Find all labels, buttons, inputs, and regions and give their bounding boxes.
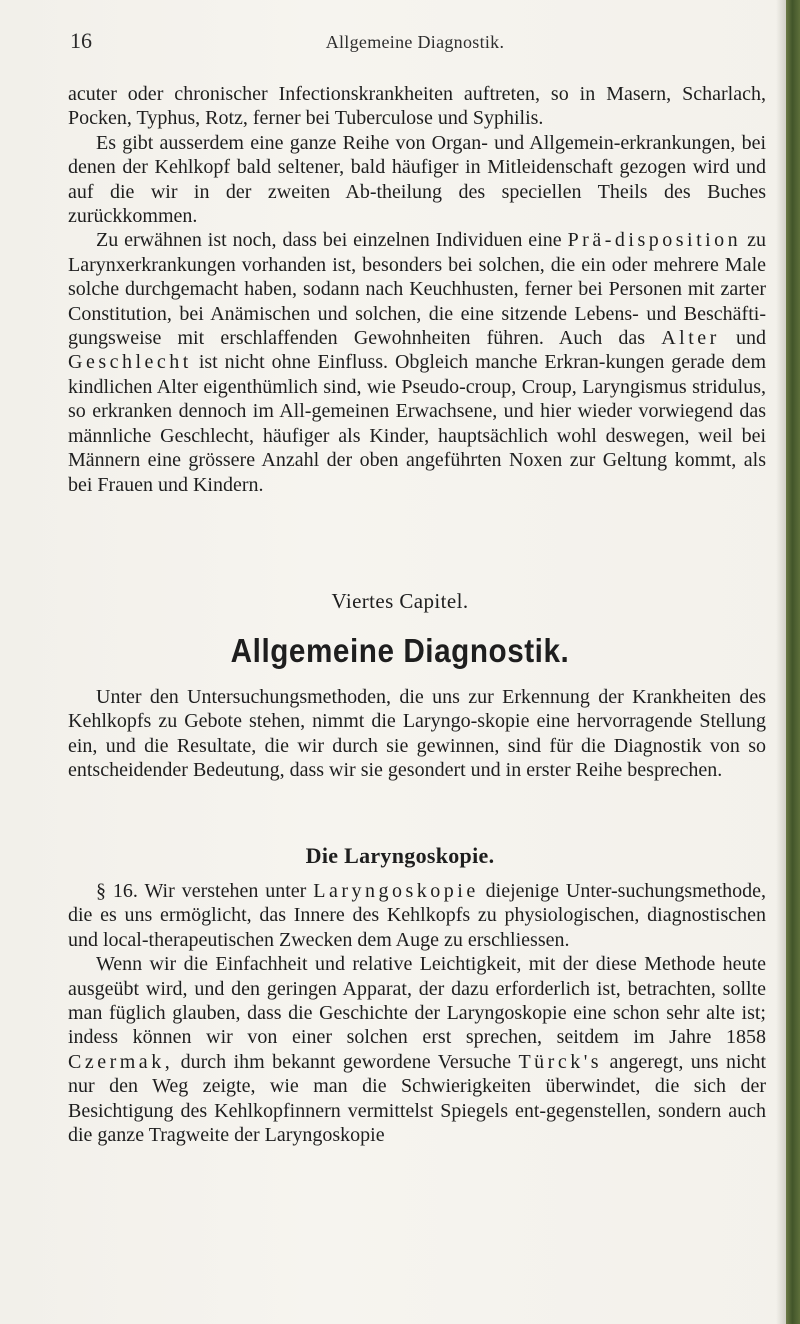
emphasis-term: Geschlecht (68, 351, 192, 374)
emphasis-term: Prä-disposition (567, 229, 742, 252)
emphasis-term: Laryngoskopie (313, 880, 479, 902)
paragraph (68, 228, 766, 496)
section-heading: Die Laryngoskopie. (305, 843, 495, 868)
chapter-title: Allgemeine Diagnostik. (230, 632, 570, 669)
text-run: Zu erwähnen ist noch, dass bei einzelnen Individuen eine (96, 229, 568, 252)
chapter-number: Viertes Capitel. (331, 589, 469, 613)
text-run: ist nicht ohne Einfluss. Obgleich manche Erkran-kungen gerade dem kindlichen Alter eigenthümlich sind, wie Pseudo-croup, Croup, Laryngismus stridulus, so erkranken dennoch im All-gemeinen Erwachsene, und hier wieder vorwiegend das männliche Geschlecht, häufiger als Kinder, hauptsächlich wohl deswegen, weil bei Männern eine grössere Anzahl der oben angeführten Noxen zur Geltung kommt, als bei Frauen und Kindern. (68, 351, 766, 496)
text-run: Wenn wir die Einfachheit und relative Leichtigkeit, mit der diese Methode heute ausgeübt wird, und den geringen Apparat, der dazu erforderlich ist, betrachten, sollte man füglich glauben, dass die Geschichte der Laryngoskopie eine schon sehr alte ist; indess können wir von einer solchen erst sprechen, seitdem im Jahre 1858 (68, 953, 766, 1049)
continuation-text (68, 82, 766, 497)
page-number: 16 (70, 28, 92, 53)
book-edge-strip (786, 0, 800, 1324)
running-title: Allgemeine Diagnostik. (325, 32, 505, 52)
emphasis-term: Alter (661, 327, 720, 350)
text-run: durch ihm bekannt gewordene Versuche (173, 1050, 519, 1073)
emphasis-term: Türck's (518, 1050, 603, 1073)
paragraph: Unter den Untersuchungsmethoden, die uns zur Erkennung der Krankheiten des Kehlkopfs zu Gebote stehen, nimmt die Laryngo-skopie eine hervorragende Stellung ein, und die Resultate, die wir durch sie gewinnen, sind für die Diagnostik von so entscheidender Bedeutung, dass wir sie gesondert und in erster Reihe besprechen. (68, 686, 766, 782)
paragraph (68, 952, 766, 1147)
emphasis-term: Czermak, (68, 1050, 174, 1073)
paragraph: Es gibt ausserdem eine ganze Reihe von Organ- und Allgemein-erkrankungen, bei denen der Kehlkopf bald seltener, bald häufiger in Mitleidenschaft gezogen wird und auf die wir in der zweiten Ab-theilung des speciellen Theils des Buches zurückkommen. (68, 131, 766, 228)
text-run: § 16. Wir verstehen unter (96, 880, 314, 902)
text-run: zu Larynxerkrankungen vorhanden ist, besonders bei solchen, die ein oder mehrere Male solche durchgemacht haben, sodann nach Keuchhusten, ferner bei Personen mit zarter Constitution, bei Anämischen und solchen, die eine sitzende Lebens- und Beschäfti-gungsweise mit erschlaffenden Gewohnheiten führen. Auch das (68, 229, 766, 350)
page-edge-shadow (776, 0, 786, 1324)
paragraph (68, 879, 766, 952)
running-head (70, 28, 760, 62)
text-run: angeregt, uns nicht nur den Weg zeigte, wie man die Schwierigkeiten überwindet, die sich der Besichtigung des Kehlkopfinnern vermittelst Spiegels ent-gegenstellen, sondern auch die ganze Tragweite der Laryngoskopie (68, 1050, 767, 1147)
paragraph: acuter oder chronischer Infectionskrankheiten auftreten, so in Masern, Scharlach, Pocken, Typhus, Rotz, ferner bei Tuberculose und Syphilis. (68, 83, 766, 130)
text-run: und (719, 327, 766, 350)
text-run: diejenige Unter-suchungsmethode, die es uns ermöglicht, das Innere des Kehlkopfs zu physiologischen, diagnostischen und local-therapeutischen Zwecken dem Auge zu erschliessen. (68, 880, 766, 951)
chapter-intro (68, 685, 766, 783)
section-body (68, 879, 766, 1147)
